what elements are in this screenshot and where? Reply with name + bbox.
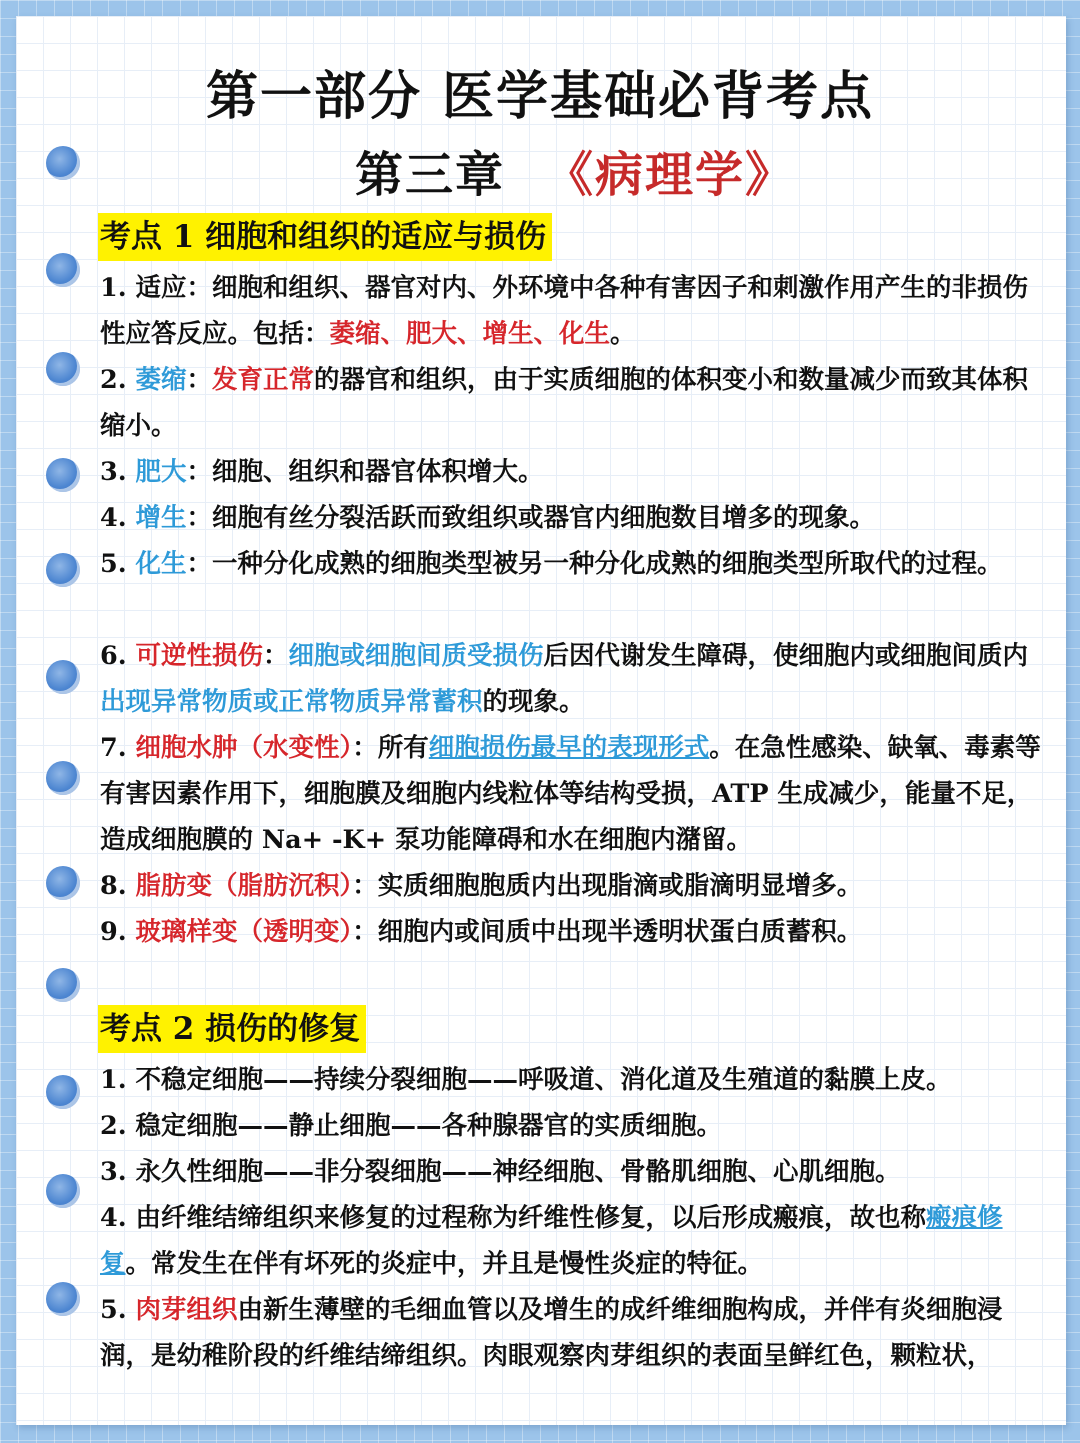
binder-hole-icon xyxy=(46,866,80,900)
list-item: 1. 适应：细胞和组织、器官对内、外环境中各种有害因子和刺激作用产生的非损伤性应答反应。包括：萎缩、肥大、增生、化生。 xyxy=(100,273,1029,349)
section-1-header: 考点 1 细胞和组织的适应与损伤 xyxy=(98,213,552,261)
list-item: 5. 肉芽组织由新生薄壁的毛细血管以及增生的成纤维细胞构成，并伴有炎细胞浸润，是幼稚阶段的纤维结缔组织。肉眼观察肉芽组织的表面呈鲜红色，颗粒状， xyxy=(100,1295,1003,1371)
chapter-title xyxy=(0,136,1080,205)
binder-hole-icon xyxy=(46,968,80,1002)
list-item: 3. 肥大：细胞、组织和器官体积增大。 xyxy=(100,457,544,487)
list-item: 9. 玻璃样变（透明变）：细胞内或间质中出现半透明状蛋白质蓄积。 xyxy=(100,917,863,947)
section-2-header: 考点 2 损伤的修复 xyxy=(98,1005,366,1053)
binder-hole-icon xyxy=(46,660,80,694)
list-item: 3. 永久性细胞——非分裂细胞——神经细胞、骨骼肌细胞、心肌细胞。 xyxy=(100,1157,901,1187)
binder-hole-icon xyxy=(46,458,80,492)
list-item: 1. 不稳定细胞——持续分裂细胞——呼吸道、消化道及生殖道的黏膜上皮。 xyxy=(100,1065,952,1095)
list-item: 4. 增生：细胞有丝分裂活跃而致组织或器官内细胞数目增多的现象。 xyxy=(100,503,876,533)
binder-hole-icon xyxy=(46,553,80,587)
chapter-name: 《病理学》 xyxy=(545,147,796,203)
binder-hole-icon xyxy=(46,761,80,795)
list-item: 6. 可逆性损伤：细胞或细胞间质受损伤后因代谢发生障碍，使细胞内或细胞间质内出现异常物质或正常物质异常蓄积的现象。 xyxy=(100,641,1029,717)
list-item: 7. 细胞水肿（水变性）：所有细胞损伤最早的表现形式。在急性感染、缺氧、毒素等有害因素作用下，细胞膜及细胞内线粒体等结构受损，ATP 生成减少，能量不足，造成细胞膜的 Na+ -K+ 泵功能障碍和水在细胞内潴留。 xyxy=(100,733,1041,855)
binder-hole-icon xyxy=(46,1282,80,1316)
list-item: 2. 萎缩：发育正常的器官和组织，由于实质细胞的体积变小和数量减少而致其体积缩小。 xyxy=(100,365,1029,441)
list-item: 5. 化生：一种分化成熟的细胞类型被另一种分化成熟的细胞类型所取代的过程。 xyxy=(100,549,1003,579)
list-item: 4. 由纤维结缔组织来修复的过程称为纤维性修复，以后形成瘢痕，故也称瘢痕修复。常发生在伴有坏死的炎症中，并且是慢性炎症的特征。 xyxy=(100,1203,1003,1279)
list-item: 8. 脂肪变（脂肪沉积）：实质细胞胞质内出现脂滴或脂滴明显增多。 xyxy=(100,871,863,901)
binder-hole-icon xyxy=(46,1075,80,1109)
part-title: 第一部分 医学基础必背考点 xyxy=(205,66,875,127)
binder-hole-icon xyxy=(46,253,80,287)
chapter-prefix: 第三章 xyxy=(354,147,505,203)
binder-hole-icon xyxy=(46,1174,80,1208)
list-item: 2. 稳定细胞——静止细胞——各种腺器官的实质细胞。 xyxy=(100,1111,723,1141)
binder-hole-icon xyxy=(46,352,80,386)
